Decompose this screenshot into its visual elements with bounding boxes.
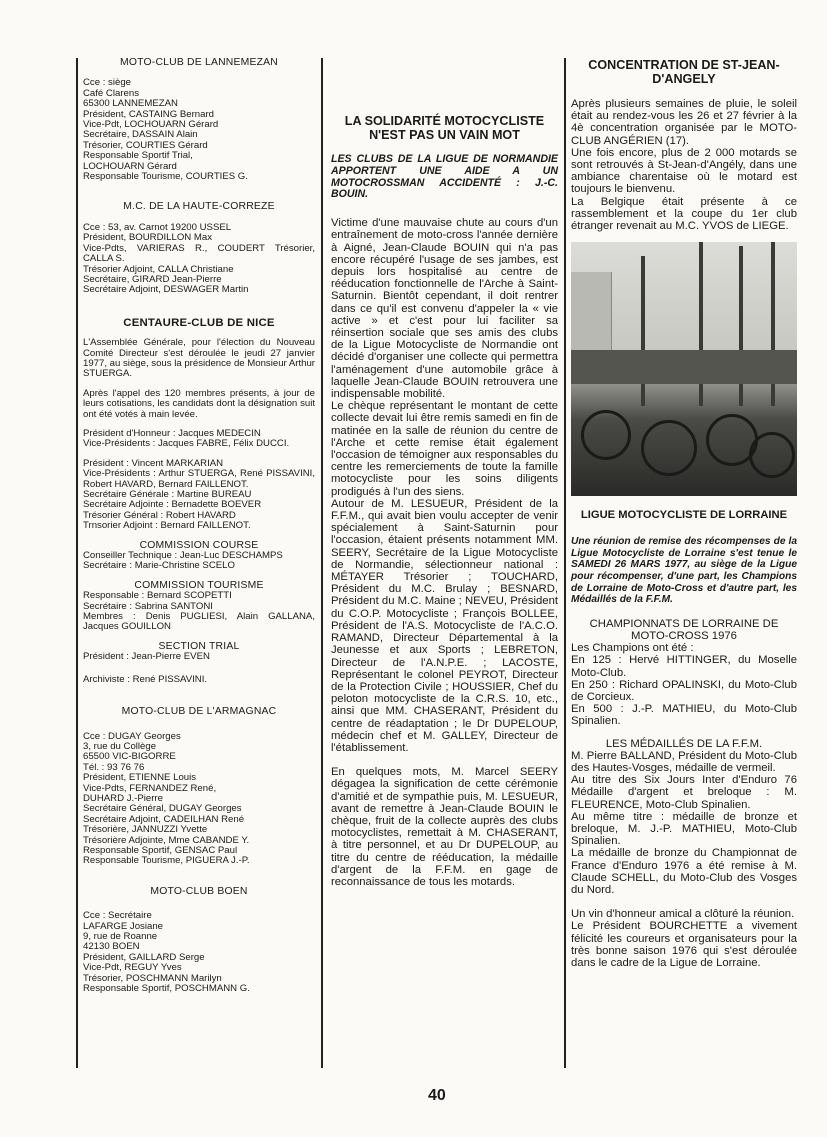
- championship-results: Les Champions ont été : En 125 : Hervé HITTINGER, du Moselle Moto-Club. En 250 : Richard OPALINSKI, du Moto-Club de Corcieux. En 500 : J.-P. MATHIEU, du Moto-Club Spinalien.: [571, 642, 797, 728]
- correze-title: M.C. DE LA HAUTE-CORREZE: [123, 201, 275, 213]
- nice-archiviste: Archiviste : René PISSAVINI.: [83, 673, 208, 685]
- lorraine-lede: Une réunion de remise des récompenses de la Ligue Motocycliste de Lorraine s'est tenue le SAMEDI 26 MARS 1977, au siège de la Ligue pour récompenser, d'une part, les Champions de Lorraine de Moto-Cross et d'autre part, les Médaillés de la F.F.M.: [571, 536, 797, 606]
- column-rule-right: [564, 58, 566, 1068]
- boen-details: Cce : Secrétaire LAFARGE Josiane 9, rue de Roanne 42130 BOEN Président, GAILLARD Serge Vice-Pdt, REGUY Yves Trésorier, POSCHMANN Marilyn Responsable Sportif, POSCHMANN G.: [83, 910, 250, 995]
- solidarity-lede: LES CLUBS DE LA LIGUE DE NORMANDIE APPORTENT UNE AIDE A UN MOTOCROSSMAN ACCIDENTÉ : J.-C. BOUIN.: [331, 153, 558, 201]
- medals-list: M. Pierre BALLAND, Président du Moto-Club des Hautes-Vosges, médaille de vermeil. Au titre des Six Jours Inter d'Enduro 76 Médaille d'argent et breloque : M. FLEURENCE, Moto-Club Spinalien. Au même titre : médaille de bronze et breloque, M. J.-P. MATHIEU, Moto-Club Spinalien. La médaille de bronze du Championnat de France d'Enduro 1976 a été remise à M. Claude SCHELL, du Moto-Club des Vosges du Nord.: [571, 749, 797, 897]
- championship-title: CHAMPIONNATS DE LORRAINE DE MOTO-CROSS 1976: [589, 617, 779, 642]
- nice-course-title: COMMISSION COURSE: [139, 539, 259, 551]
- nice-tourisme: Responsable : Bernard SCOPETTI Secrétaire : Sabrina SANTONI Membres : Denis PUGLIESI, Alain GALLANA, Jacques GOUILLON: [83, 590, 315, 633]
- column-rule-left: [76, 58, 78, 1068]
- nice-trial: Président : Jean-Pierre EVEN: [83, 651, 210, 663]
- right-column: [571, 58, 797, 969]
- lannemezan-details: Cce : siège Café Clarens 65300 LANNEMEZAN Président, CASTAING Bernard Vice-Pdt, LOCHOUARN Gérard Secrétaire, DASSAIN Alain Trésorier, COURTIES Gérard Responsable Sportif Trial, LOCHOUARN Gérard Responsable Tourisme, COURTIES G.: [83, 77, 248, 183]
- correze-details: Cce : 53, av. Carnot 19200 USSEL Président, BOURDILLON Max Vice-Pdts, VARIERAS R., COUDERT Trésorier, CALLA S. Trésorier Adjoint, CALLA Christiane Secrétaire, GIRARD Jean-Pierre Secrétaire Adjoint, DESWAGER Martin: [83, 221, 315, 296]
- armagnac-details: Cce : DUGAY Georges 3, rue du Collège 65500 VIC-BIGORRE Tél. : 93 76 76 Président, ETIENNE Louis Vice-Pdts, FERNANDEZ René, DUHARD J.-Pierre Secrétaire Général, DUGAY Georges Secrétaire Adjoint, CADEILHAN René Trésorière, JANNUZZI Yvette Trésorière Adjointe, Mme CABANDE Y. Responsable Sportif, GENSAC Paul Responsable Tourisme, PIGUERA J.-P.: [83, 730, 250, 867]
- page-number: 40: [428, 1087, 446, 1104]
- concentration-headline: CONCENTRATION DE ST-JEAN-D'ANGELY: [588, 58, 780, 86]
- solidarity-body-2: En quelques mots, M. Marcel SEERY dégagea la signification de cette cérémonie d'amitié et de sympathie puis, M. LESUEUR, avant de remettre à Jean-Claude BOUIN le chèque, fruit de la collecte auprès des clubs motocyclistes, remettait à M. CHASERANT, à titre personnel, et au Dr DUPELOUP, au titre du centre de rééducation, la médaille d'argent de la F.F.M. en gage de reconnaissance de tous les motards.: [331, 766, 558, 888]
- armagnac-section: [83, 707, 315, 867]
- nice-trial-title: SECTION TRIAL: [158, 640, 240, 652]
- nice-honorary: Président d'Honneur : Jacques MEDECIN Vice-Présidents : Jacques FABRE, Félix DUCCI.: [83, 427, 290, 450]
- column-rule-middle: [321, 58, 323, 1068]
- nice-committee: Président : Vincent MARKARIAN Vice-Présidents : Arthur STUERGA, René PISSAVINI, Robert HAVARD, Bernard FAILLENOT. Secrétaire Générale : Martine BUREAU Secrétaire Adjointe : Bernadette BOEVER Trésorier Général : Robert HAVARD Trnsorier Adjoint : Bernard FAILLENOT.: [83, 457, 315, 532]
- solidarity-article: [331, 114, 558, 888]
- lannemezan-section: [83, 58, 315, 182]
- closing-paragraph: Un vin d'honneur amical a clôturé la réunion. Le Président BOURCHETTE a vivement félicité les coureurs et organisateurs pour la très bonne saison 1976 qui s'est déroulée dans le cadre de la Ligue de Lorraine.: [571, 908, 797, 970]
- boen-title: MOTO-CLUB BOEN: [150, 885, 248, 897]
- lorraine-title: LIGUE MOTOCYCLISTE DE LORRAINE: [580, 509, 788, 522]
- boen-section: [83, 887, 315, 995]
- nice-tourisme-title: COMMISSION TOURISME: [134, 579, 264, 591]
- lannemezan-title: MOTO-CLUB DE LANNEMEZAN: [120, 57, 278, 68]
- solidarity-body-1: Victime d'une mauvaise chute au cours d'un entraînement de moto-cross l'année dernière à Aigné, Jean-Claude BOUIN qui n'a pas encore récupéré l'usage de ses jambes, est depuis lors hospitalisé au centre de rééducation fonctionnelle de l'Arche à Saint-Saturnin. Bientôt cependant, il doit rentrer dans ce qu'il est convenu d'appeler la « vie active » et c'est pour lui faciliter sa réinsertion sociale que ses amis des clubs de la Ligue Motocycliste de Normandie ont décidé d'organiser une collecte qui permettra l'aménagement d'une automobile grâce à laquelle Jean-Claude BOUIN retrouvera une indispensable mobilité. Le chèque représentant le montant de cette collecte devait lui être remis samedi en fin de matinée en la salle de réunion du centre de l'Arche et cette remise était également l'occasion de témoigner aux responsables du centre les remerciements de toute la famille motocycliste pour les soins diligents prodigués à l'un des siens. Autour de M. LESUEUR, Président de la F.F.M., qui avait bien voulu accepter de venir spécialement à Saint-Saturnin pour l'occasion, étaient présents notamment MM. SEERY, Secrétaire de la Ligue Motocycliste de Normandie, sélectionneur national : MÉTAYER Trésorier ; TOUCHARD, Président du M.C. Brulay ; BESNARD, Président du M.C. Maine ; NEVEU, Président du C.O.P. Motocycliste ; François BOLLEE, Président de l'A.S. Motocycliste de l'A.C.O. RAMAND, Directeur Départemental à la Jeunesse et aux Sports ; LEBRETON, Directeur de l'A.N.P.E. ; LACOSTE, Représentant le colonel PEYROT, Directeur de la Protection Civile ; HOUSSIER, Chef du peloton motocycliste de la C.R.S. 10, etc., ainsi que MM. CHASERANT, Président du centre de réadaptation ; le Dr DUPELOUP, médecin chef et M. GALLEY, Directeur de l'établissement.: [331, 217, 558, 754]
- solidarity-headline: LA SOLIDARITÉ MOTOCYCLISTE N'EST PAS UN VAIN MOT: [344, 114, 545, 142]
- nice-title: CENTAURE-CLUB DE NICE: [123, 316, 275, 329]
- nice-course: Conseiller Technique : Jean-Luc DESCHAMPS Secrétaire : Marie-Christine SCELO: [83, 550, 283, 572]
- armagnac-title: MOTO-CLUB DE L'ARMAGNAC: [121, 706, 277, 718]
- nice-paragraph-2: Après l'appel des 120 membres présents, à jour de leurs cotisations, les candidats dont la désignation suit ont été votés à main levée.: [83, 387, 315, 420]
- nice-paragraph-1: L'Assemblée Générale, pour l'élection du Nouveau Comité Directeur s'est déroulée le jeudi 27 janvier 1977, au siège, sous la présidence de Monsieur Arthur STUERGA.: [83, 337, 315, 380]
- correze-section: [83, 202, 315, 295]
- concentration-body: Après plusieurs semaines de pluie, le soleil était au rendez-vous les 26 et 27 février à la 4è concentration organisée par le MOTO-CLUB ANGÉRIEN (17). Une fois encore, plus de 2 000 motards se sont retrouvés à St-Jean-d'Angély, dans une ambiance charentaise où le motard est toujours le bienvenu. La Belgique était présente à ce rassemblement et la coupe du 1er club étranger revenait au M.C. YVOS de LIEGE.: [571, 98, 797, 233]
- motorcycle-rally-photo: [571, 242, 797, 496]
- club-directory-column: [83, 58, 315, 994]
- nice-section: [83, 318, 315, 685]
- medals-title: LES MÉDAILLÉS DE LA F.F.M.: [605, 737, 763, 750]
